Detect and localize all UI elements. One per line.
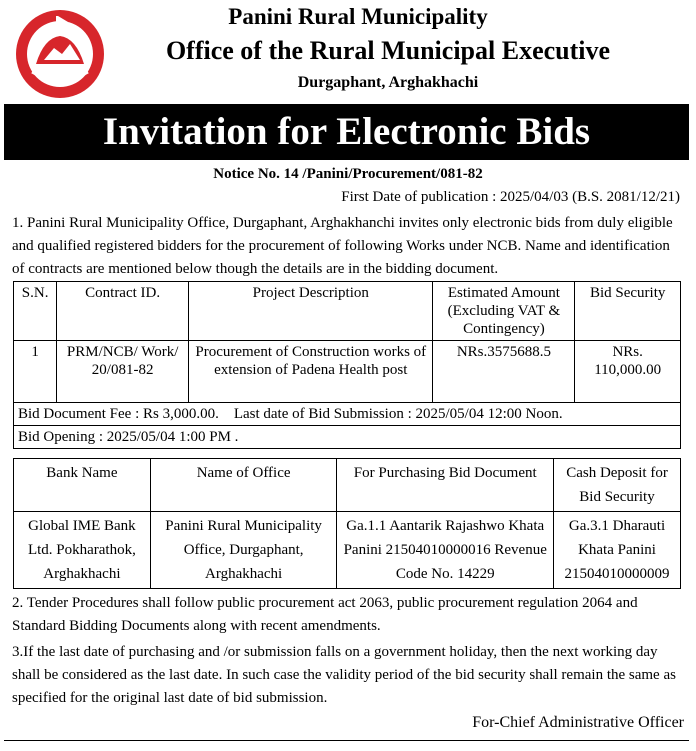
opening-row	[14, 426, 681, 449]
col-sn: S.N.	[14, 282, 57, 341]
table-header-row	[14, 282, 681, 341]
fee-line: Bid Document Fee : Rs 3,000.00. Last date of Bid Submission : 2025/05/04 12:00 Noon.	[14, 403, 681, 426]
col-contract-id: Contract ID.	[57, 282, 189, 341]
col-description: Project Description	[189, 282, 433, 341]
table-header-row	[14, 459, 681, 512]
col-amount: Estimated Amount (Excluding VAT & Contingency)	[433, 282, 575, 341]
fee-row	[14, 403, 681, 426]
title-banner: Invitation for Electronic Bids	[4, 104, 689, 160]
cell-deposit: Ga.3.1 Dharauti Khata Panini 21504010000009	[554, 512, 681, 589]
cell-contract-id: PRM/NCB/ Work/ 20/081-82	[57, 341, 189, 403]
table-row	[14, 512, 681, 589]
publication-date: First Date of publication : 2025/04/03 (B.S. 2081/12/21)	[341, 189, 680, 205]
bottom-divider	[4, 740, 689, 741]
contracts-table	[13, 281, 681, 449]
header	[0, 0, 696, 104]
paragraph-2: 2. Tender Procedures shall follow public procurement act 2063, public procurement regulation 2064 and Standard Bidding Documents along with recent amendments.	[12, 595, 638, 634]
office-name: Office of the Rural Municipal Executive	[165, 36, 611, 65]
cell-purchase: Ga.1.1 Aantarik Rajashwo Khata Panini 21504010000016 Revenue Code No. 14229	[337, 512, 554, 589]
office-address: Durgaphant, Arghakhachi	[297, 74, 479, 91]
cell-amount: NRs.3575688.5	[433, 341, 575, 403]
cell-security: NRs. 110,000.00	[575, 341, 681, 403]
municipality-name: Panini Rural Municipality	[228, 4, 488, 29]
signature: For-Chief Administrative Officer	[472, 714, 684, 731]
col-deposit: Cash Deposit for Bid Security	[554, 459, 681, 512]
paragraph-3: 3.If the last date of purchasing and /or submission falls on a government holiday, then the next working day shall be considered as the last date. In such case the validity period of the bid security shall remain the same as specified for the original last date of bid submission.	[12, 644, 676, 706]
cell-office: Panini Rural Municipality Office, Durgaphant, Arghakhachi	[150, 512, 337, 589]
table-row	[14, 341, 681, 403]
paragraph-1: 1. Panini Rural Municipality Office, Durgaphant, Arghakhanchi invites only electronic bids from duly eligible and qualified registered bidders for the procurement of following Works under NCB. Name and identification of contracts are mentioned below though the details are in the bidding document.	[12, 215, 673, 277]
col-bank: Bank Name	[14, 459, 151, 512]
cell-bank: Global IME Bank Ltd. Pokharathok, Arghakhachi	[14, 512, 151, 589]
col-purchase: For Purchasing Bid Document	[337, 459, 554, 512]
cell-description: Procurement of Construction works of extension of Padena Health post	[189, 341, 433, 403]
bank-table	[13, 458, 681, 589]
col-security: Bid Security	[575, 282, 681, 341]
cell-sn: 1	[14, 341, 57, 403]
opening-line: Bid Opening : 2025/05/04 1:00 PM .	[14, 426, 681, 449]
notice-number: Notice No. 14 /Panini/Procurement/081-82	[213, 166, 483, 182]
col-office: Name of Office	[150, 459, 337, 512]
